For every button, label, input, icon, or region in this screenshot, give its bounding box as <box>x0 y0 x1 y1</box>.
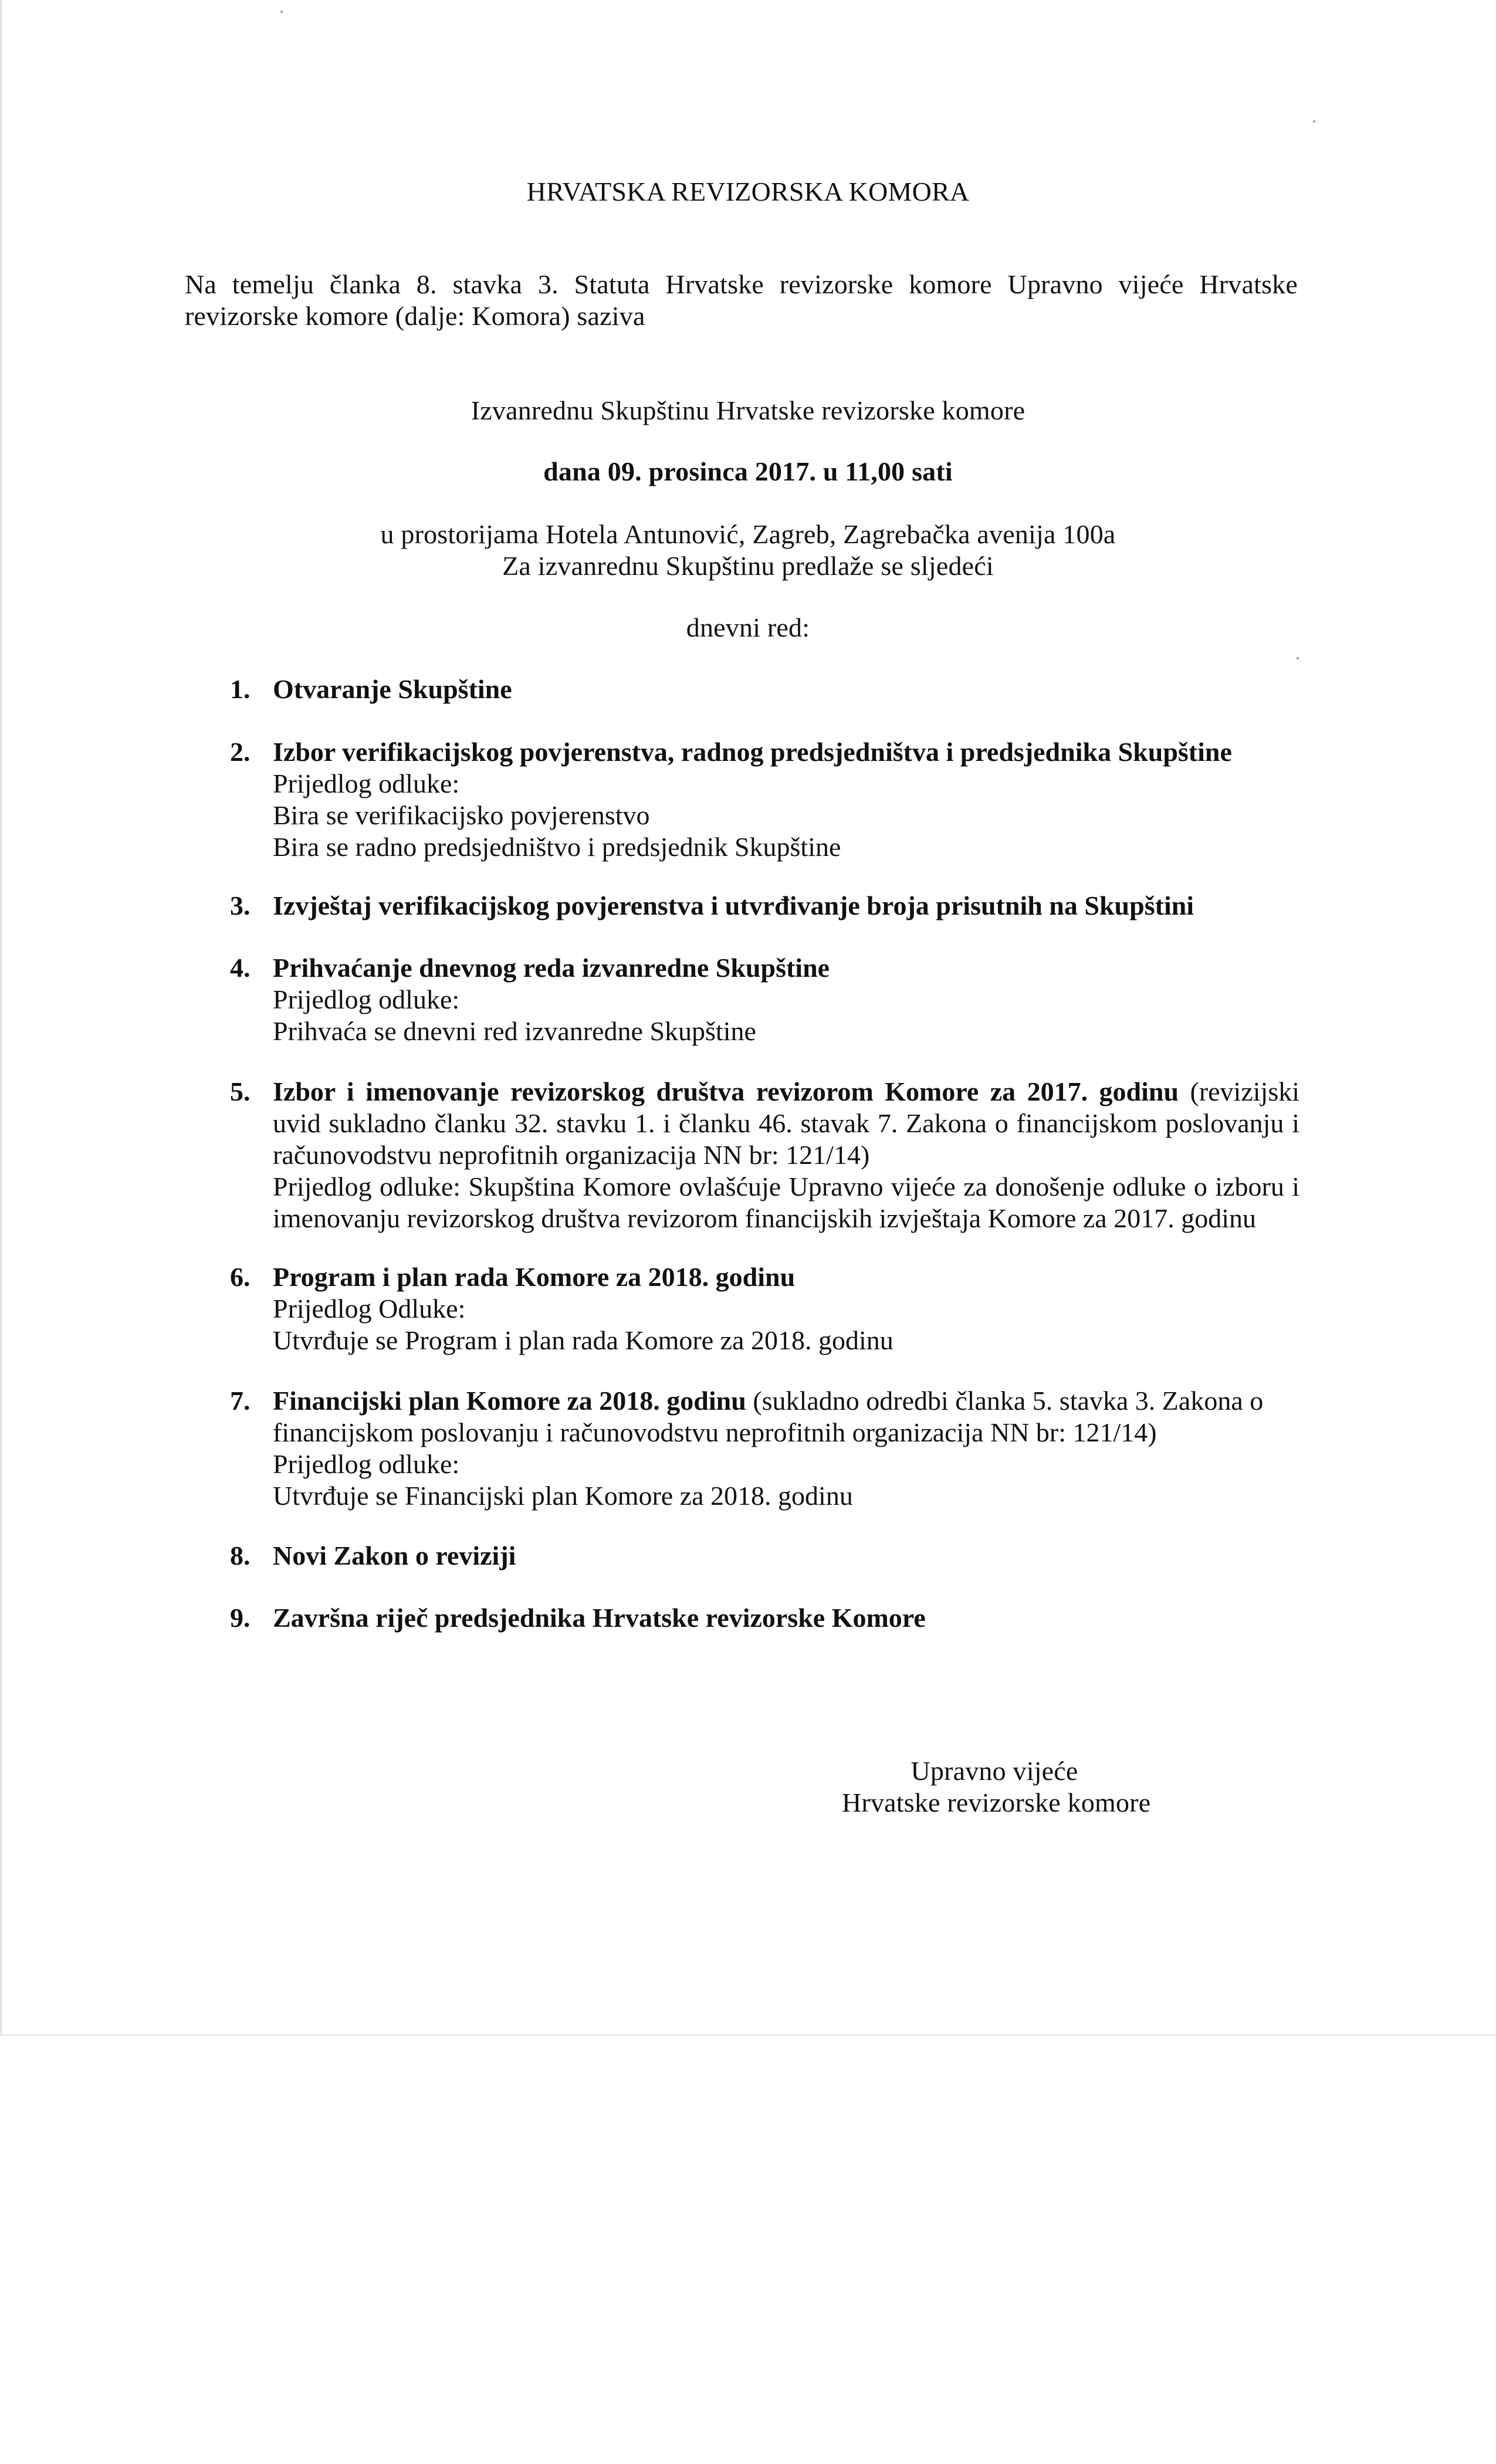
agenda-item-number: 7. <box>230 1386 251 1416</box>
agenda-item-line: Bira se verifikacijsko povjerenstvo <box>273 800 650 830</box>
agenda-item-9 <box>273 1602 926 1634</box>
agenda-item-number: 9. <box>230 1603 251 1633</box>
agenda-item-6 <box>273 1261 893 1356</box>
agenda-item-line: imenovanju revizorskog društva revizorom financijskih izvještaja Komore za 2017. godinu <box>273 1203 1256 1233</box>
agenda-item-number: 3. <box>230 891 251 920</box>
agenda-item-2 <box>273 736 1232 863</box>
blank-area <box>0 2036 1496 2464</box>
agenda-item-line: financijskom poslovanju i računovodstvu neprofitnih organizacija NN br: 121/14) <box>273 1417 1157 1447</box>
agenda-item-1 <box>273 673 512 705</box>
agenda-item-title-suffix: (sukladno odredbi članka 5. stavka 3. Zakona o <box>746 1386 1264 1416</box>
agenda-item-title: Izbor i imenovanje revizorskog društva revizorom Komore za 2017. godinu <box>273 1077 1179 1106</box>
agenda-item-title: Otvaranje Skupštine <box>273 674 512 704</box>
agenda-item-number: 4. <box>230 953 251 983</box>
agenda-item-line: Prijedlog odluke: <box>273 984 460 1014</box>
intro-line-1: Na temelju članka 8. stavka 3. Statuta Hrvatske revizorske komore Upravno vijeće Hrvatske <box>185 269 1298 299</box>
signature-line-2: Hrvatske revizorske komore <box>842 1788 1151 1817</box>
assembly-date-time: dana 09. prosinca 2017. u 11,00 sati <box>543 456 953 486</box>
agenda-item-title: Novi Zakon o reviziji <box>273 1541 516 1571</box>
agenda-item-5 <box>273 1076 1299 1234</box>
scan-speck <box>1313 120 1315 123</box>
intro-line-2: revizorske komore (dalje: Komora) saziva <box>185 301 645 331</box>
signature-line-1: Upravno vijeće <box>911 1756 1078 1786</box>
agenda-item-3 <box>273 890 1194 922</box>
agenda-label: dnevni red: <box>686 612 810 642</box>
agenda-item-line: Prijedlog odluke: Skupština Komore ovlašćuje Upravno vijeće za donošenje odluke o izboru i <box>273 1172 1299 1201</box>
agenda-item-line: Prijedlog odluke: <box>273 1449 460 1479</box>
agenda-item-title: Izvještaj verifikacijskog povjerenstva i utvrđivanje broja prisutnih na Skupštini <box>273 891 1194 920</box>
agenda-item-line: Utvrđuje se Financijski plan Komore za 2018. godinu <box>273 1481 853 1511</box>
agenda-item-line: Bira se radno predsjedništvo i predsjednik Skupštine <box>273 832 841 862</box>
agenda-item-title: Financijski plan Komore za 2018. godinu <box>273 1386 746 1416</box>
assembly-title: Izvanrednu Skupštinu Hrvatske revizorske komore <box>471 395 1025 425</box>
assembly-location: u prostorijama Hotela Antunović, Zagreb, Zagrebačka avenija 100a <box>380 519 1116 549</box>
agenda-item-number: 8. <box>230 1541 251 1571</box>
agenda-item-line: Prijedlog Odluke: <box>273 1294 466 1324</box>
agenda-item-title: Program i plan rada Komore za 2018. godinu <box>273 1262 796 1292</box>
agenda-item-line: Prijedlog odluke: <box>273 769 460 798</box>
agenda-item-number: 6. <box>230 1262 251 1292</box>
agenda-item-number: 1. <box>230 674 251 704</box>
agenda-item-8 <box>273 1540 516 1572</box>
agenda-item-number: 5. <box>230 1077 251 1106</box>
proposal-intro: Za izvanrednu Skupštinu predlaže se sljedeći <box>502 551 994 581</box>
agenda-item-4 <box>273 952 830 1047</box>
scan-speck <box>280 11 283 13</box>
agenda-item-line: Prihvaća se dnevni red izvanredne Skupštine <box>273 1016 756 1046</box>
agenda-item-title-line <box>273 1385 1263 1417</box>
agenda-item-title: Prihvaćanje dnevnog reda izvanredne Skupštine <box>273 953 830 983</box>
agenda-item-line: Utvrđuje se Program i plan rada Komore za 2018. godinu <box>273 1325 893 1355</box>
agenda-item-title: Izbor verifikacijskog povjerenstva, radnog predsjedništva i predsjednika Skupštine <box>273 737 1232 767</box>
agenda-item-line: računovodstvu neprofitnih organizacija NN br: 121/14) <box>273 1140 870 1170</box>
organization-heading: HRVATSKA REVIZORSKA KOMORA <box>526 177 970 207</box>
agenda-item-title-suffix: (revizijski <box>1179 1077 1299 1106</box>
agenda-item-7 <box>273 1385 1263 1512</box>
agenda-item-number: 2. <box>230 737 251 767</box>
scan-speck <box>1297 657 1299 659</box>
agenda-item-line: uvid sukladno članku 32. stavku 1. i članku 46. stavak 7. Zakona o financijskom poslovanju i <box>273 1108 1299 1138</box>
agenda-item-title-line <box>273 1076 1299 1108</box>
agenda-item-title: Završna riječ predsjednika Hrvatske revizorske Komore <box>273 1603 926 1633</box>
